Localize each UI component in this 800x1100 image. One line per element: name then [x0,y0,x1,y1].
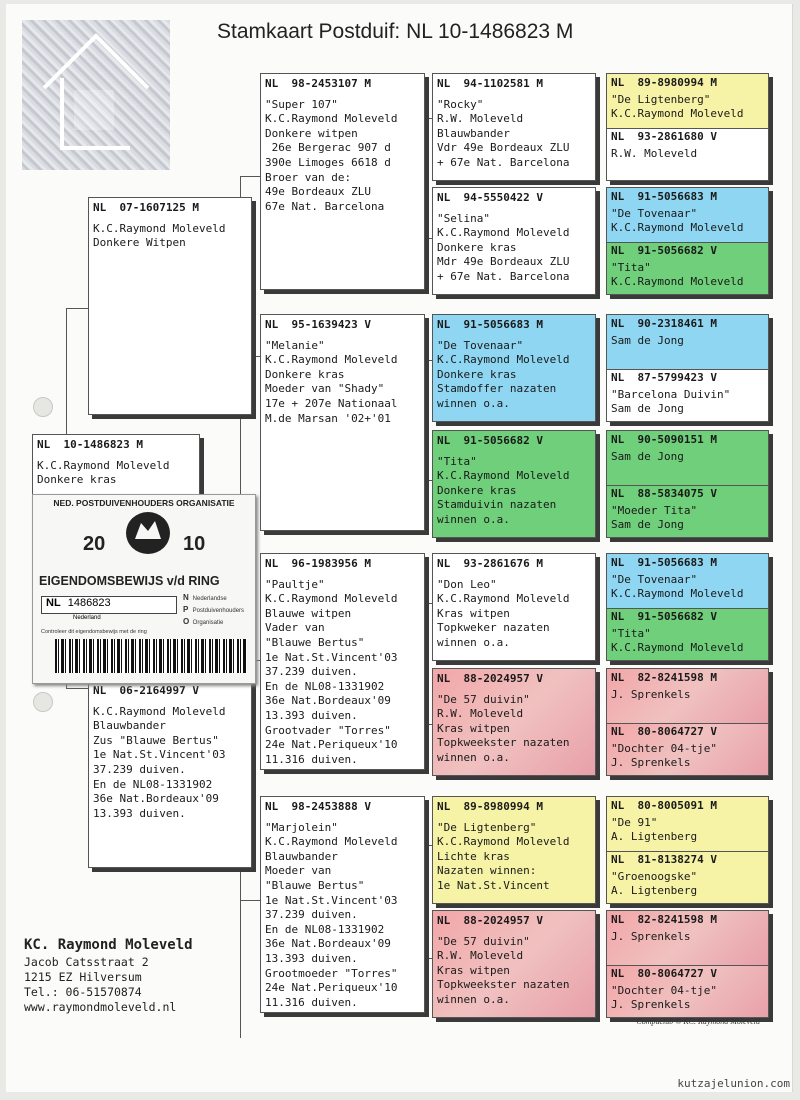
pigeon-info-line: Vader van [265,621,325,635]
sire-section [607,431,768,485]
pigeon-info-line: K.C.Raymond Moleveld [437,592,570,606]
ring-number: NL 80-8064727 V [611,725,717,738]
dam-section [607,723,768,776]
ring-year-left: 20 [83,533,106,555]
pigeon-info-line: winnen o.a. [437,635,510,649]
great-grandparents-card [606,430,769,538]
pigeon-info-line: R.W. Moleveld [437,707,524,721]
pigeon-info-line: 26e Bergerac 907 d [265,141,391,155]
ring-number: NL 06-2164997 V [93,684,199,697]
sire-section [607,797,768,851]
pigeon-info-line: "De Ligtenberg" [611,92,711,106]
pigeon-info-line: "Groenoogske" [611,869,698,883]
pigeon-info-line: 24e Nat.Periqueux'10 [265,981,398,995]
ring-number-box [41,596,177,614]
pigeon-info-line: "Barcelona Duivin" [611,387,731,401]
great-grandparents-card [606,796,769,904]
punch-hole [33,692,53,712]
pigeon-info-line: Topkweekster nazaten [437,978,570,992]
ring-number: NL 91-5056682 V [611,610,717,623]
ring-number: NL 94-1102581 M [437,77,543,90]
pigeon-info-line: Stamduivin nazaten [437,498,557,512]
divider [607,485,768,486]
pigeon-info-line: "Tita" [611,626,651,640]
pigeon-info-line: "De Tovenaar" [611,572,698,586]
barcode [55,639,247,673]
ring-certificate [32,494,256,684]
divider [607,128,768,129]
pigeon-info-line: "Blauwe Bertus" [265,878,365,892]
owner-phone: Tel.: 06-51570874 [24,985,142,999]
ring-number: NL 82-8241598 M [611,671,717,684]
pigeon-info-line: K.C.Raymond Moleveld [265,353,398,367]
pigeon-info-line: "Tita" [611,260,651,274]
connector-line [240,176,262,177]
ring-number: NL 80-8064727 V [611,967,717,980]
subject-card [32,434,200,500]
dam-section [607,608,768,661]
pigeon-info-line: 17e + 207e Nationaal [265,396,398,410]
pigeon-info-line: Topkweker nazaten [437,621,550,635]
pigeon-info-line: K.C.Raymond Moleveld [611,587,744,601]
pigeon-info-line: "Marjolein" [265,820,338,834]
pigeon-info-line: Moeder van [265,864,332,878]
ring-side-n: N Nederlandse [183,593,227,602]
ring-number: NL 10-1486823 M [37,438,143,451]
pigeon-info-line: Moeder van "Shady" [265,382,385,396]
house-icon [22,20,170,170]
ring-number: 1486823 [67,597,111,609]
ring-number: NL 93-2861676 M [437,557,543,570]
great-grandparent-card [432,553,596,661]
pigeon-info-line: winnen o.a. [437,750,510,764]
pigeon-info-line: K.C.Raymond Moleveld [437,469,570,483]
pigeon-info-line: "De Ligtenberg" [437,820,537,834]
owner-website[interactable]: www.raymondmoleveld.nl [24,1000,177,1014]
pigeon-info-line: "Melanie" [265,338,325,352]
ring-number: NL 93-2861680 V [611,130,717,143]
great-grandparents-card [606,668,769,776]
great-grandparents-card [606,910,769,1018]
pigeon-info-line: Grootvader "Torres" [265,723,391,737]
great-grandparents-card [606,314,769,422]
sire-section [607,669,768,723]
divider [607,608,768,609]
ring-number: NL 90-2318461 M [611,317,717,330]
pigeon-info-line: winnen o.a. [437,992,510,1006]
ring-side-p: P Postduivenhouders [183,605,245,614]
grandparent-card [260,553,425,770]
great-grandparent-card [432,187,596,295]
ring-number: NL 94-5550422 V [437,191,543,204]
grandparent-card [260,73,425,290]
ring-org: NED. POSTDUIVENHOUDERS ORGANISATIE [53,498,235,508]
dam-section [607,965,768,1018]
owner-block [24,935,193,1015]
great-grandparent-card [432,430,596,538]
pigeon-info-line: K.C.Raymond Moleveld [611,641,744,655]
connector-line [66,308,90,309]
sire-section [607,911,768,965]
connector-line [240,900,262,901]
dam-section [607,128,768,181]
pigeon-info-line: K.C.Raymond Moleveld [93,704,226,718]
pigeon-info-line: "Rocky" [437,97,484,111]
pigeon-info-line: J. Sprenkels [611,756,691,770]
pigeon-info-line: Broer van de: [265,170,352,184]
ring-number: NL 87-5799423 V [611,371,717,384]
pigeon-info-line: Blauwbander [265,849,338,863]
ring-number: NL 91-5056683 M [611,556,717,569]
divider [607,965,768,966]
ring-cert-title: EIGENDOMSBEWIJS v/d RING [39,574,220,588]
pigeon-info-line: "Tita" [437,454,477,468]
great-grandparent-card [432,314,596,422]
ring-number: NL 91-5056683 M [437,318,543,331]
pigeon-info-line: 13.393 duiven. [265,951,358,965]
pigeon-info-line: 11.316 duiven. [265,995,358,1009]
pigeon-info-line: 1e Nat.St.Vincent'03 [265,650,398,664]
dam-section [607,242,768,295]
pigeon-info-line: 390e Limoges 6618 d [265,155,391,169]
pigeon-info-line: R.W. Moleveld [611,146,698,160]
pigeon-info-line: Vdr 49e Bordeaux ZLU [437,141,570,155]
pigeon-info-line: 24e Nat.Periqueux'10 [265,738,398,752]
credit-line: Compuclub © KC. Raymond Moleveld [636,1017,760,1026]
divider [607,851,768,852]
pigeon-info-line: 36e Nat.Bordeaux'09 [93,792,219,806]
dam-section [607,369,768,422]
pigeon-info-line: Kras witpen [437,963,510,977]
pigeon-info-line: Donkere witpen [265,126,358,140]
great-grandparent-card [432,73,596,181]
pigeon-info-line: "De 57 duivin" [437,692,530,706]
ring-number: NL 91-5056682 V [437,434,543,447]
ring-side-o: O Organisatie [183,617,224,626]
dam-section [607,851,768,904]
connector-line [66,688,90,689]
pigeon-info-line: Donkere kras [437,240,517,254]
ring-number: NL 89-8980994 M [611,76,717,89]
grandparent-card [260,314,425,531]
ring-number: NL 95-1639423 V [265,318,371,331]
pigeon-info-line: "Don Leo" [437,577,497,591]
pigeon-info-line: 11.316 duiven. [265,752,358,766]
ring-number: NL 88-2024957 V [437,672,543,685]
pigeon-info-line: K.C.Raymond Moleveld [437,226,570,240]
owner-address2: 1215 EZ Hilversum [24,970,142,984]
great-grandparents-card [606,73,769,181]
pigeon-info-line: 37.239 duiven. [265,665,358,679]
pigeon-info-line: K.C.Raymond Moleveld [611,275,744,289]
pigeon-info-line: Donkere kras [437,483,517,497]
pigeon-info-line: Sam de Jong [611,518,684,532]
pigeon-info-line: + 67e Nat. Barcelona [437,155,570,169]
pigeon-info-line: 49e Bordeaux ZLU [265,185,371,199]
pigeon-info-line: En de NL08-1331902 [265,679,385,693]
pigeon-info-line: 1e Nat.St.Vincent'03 [265,893,398,907]
ring-number: NL 98-2453107 M [265,77,371,90]
pigeon-info-line: "Moeder Tita" [611,503,698,517]
dam-card [88,680,252,868]
pigeon-info-line: R.W. Moleveld [437,949,524,963]
ring-number: NL 81-8138274 V [611,853,717,866]
pigeon-info-line: K.C.Raymond Moleveld [93,221,226,235]
pigeon-info-line: 13.393 duiven. [265,708,358,722]
house-logo [22,20,170,170]
pigeon-info-line: 1e Nat.St.Vincent [437,878,550,892]
pigeon-info-line: Donkere Witpen [93,236,186,250]
pigeon-info-line: Kras witpen [437,721,510,735]
ring-number: NL 88-2024957 V [437,914,543,927]
pigeon-info-line: 37.239 duiven. [265,908,358,922]
pigeon-info-line: "Dochter 04-tje" [611,983,717,997]
ring-year-right: 10 [183,533,206,555]
pigeon-info-line: "Dochter 04-tje" [611,741,717,755]
divider [607,369,768,370]
owner-address1: Jacob Catsstraat 2 [24,955,149,969]
ring-number: NL 82-8241598 M [611,913,717,926]
pigeon-info-line: Kras witpen [437,606,510,620]
pigeon-info-line: Sam de Jong [611,449,684,463]
divider [607,723,768,724]
pigeon-info-line: Blauwbander [93,719,166,733]
pigeon-info-line: A. Ligtenberg [611,884,698,898]
ring-number: NL 89-8980994 M [437,800,543,813]
sire-section [607,554,768,608]
ring-check-note: Controleer dit eigendomsbewijs met de ring [41,629,147,635]
pigeon-info-line: K.C.Raymond Moleveld [437,835,570,849]
pigeon-info-line: "De Tovenaar" [611,206,698,220]
pigeon-info-line: Lichte kras [437,849,510,863]
pigeon-info-line: Blauwe witpen [265,606,352,620]
ring-country: Nederland [73,615,101,621]
pigeon-info-line: "Paultje" [265,577,325,591]
pigeon-info-line: 37.239 duiven. [93,762,186,776]
watermark: kutzajelunion.com [677,1077,790,1090]
pigeon-info-line: Zus "Blauwe Bertus" [93,733,219,747]
pigeon-info-line: "Blauwe Bertus" [265,635,365,649]
pigeon-info-line: K.C.Raymond Moleveld [265,835,398,849]
pigeon-info-line: K.C.Raymond Moleveld [437,353,570,367]
pigeon-info-line: Blauwbander [437,126,510,140]
sire-section [607,315,768,369]
pigeon-info-line: J. Sprenkels [611,929,691,943]
pigeon-info-line: + 67e Nat. Barcelona [437,269,570,283]
pigeon-info-line: 36e Nat.Bordeaux'09 [265,694,391,708]
sire-card [88,197,252,415]
great-grandparents-card [606,187,769,295]
pigeon-info-line: M.de Marsan '02+'01 [265,411,391,425]
pigeon-info-line: 36e Nat.Bordeaux'09 [265,937,391,951]
pigeon-info-line: K.C.Raymond Moleveld [611,107,744,121]
pigeon-info-line: "Selina" [437,211,490,225]
great-grandparent-card [432,910,596,1018]
ring-number: NL 96-1983956 M [265,557,371,570]
pigeon-info-line: Stamdoffer nazaten [437,382,557,396]
pigeon-info-line: A. Ligtenberg [611,830,698,844]
pigeon-info-line: Donkere kras [265,367,345,381]
ring-country-code: NL [46,597,61,609]
pigeon-info-line: K.C.Raymond Moleveld [265,112,398,126]
pigeon-info-line: En de NL08-1331902 [93,777,213,791]
dam-section [607,485,768,538]
pigeon-info-line: Sam de Jong [611,402,684,416]
pigeon-info-line: K.C.Raymond Moleveld [611,221,744,235]
ring-number: NL 98-2453888 V [265,800,371,813]
grandparent-card [260,796,425,1013]
great-grandparent-card [432,668,596,776]
pigeon-info-line: winnen o.a. [437,512,510,526]
pigeon-info-line: Grootmoeder "Torres" [265,966,398,980]
ring-number: NL 91-5056682 V [611,244,717,257]
pigeon-info-line: "De 57 duivin" [437,934,530,948]
pigeon-info-line: 13.393 duiven. [93,806,186,820]
pigeon-info-line: J. Sprenkels [611,687,691,701]
great-grandparents-card [606,553,769,661]
pigeon-info-line: 67e Nat. Barcelona [265,199,385,213]
lion-emblem-icon [123,509,173,557]
great-grandparent-card [432,796,596,904]
pigeon-info-line: En de NL08-1331902 [265,922,385,936]
ring-number: NL 90-5090151 M [611,433,717,446]
pigeon-info-line: Nazaten winnen: [437,864,537,878]
pigeon-info-line: winnen o.a. [437,396,510,410]
pigeon-info-line: "Super 107" [265,97,338,111]
owner-name: KC. Raymond Moleveld [24,937,193,953]
pigeon-info-line: K.C.Raymond Moleveld [37,458,170,472]
pigeon-info-line: Mdr 49e Bordeaux ZLU [437,255,570,269]
pigeon-info-line: "De 91" [611,815,658,829]
pigeon-info-line: "De Tovenaar" [437,338,524,352]
pigeon-info-line: Topkweekster nazaten [437,736,570,750]
ring-number: NL 88-5834075 V [611,487,717,500]
pigeon-info-line: 1e Nat.St.Vincent'03 [93,748,226,762]
pigeon-info-line: Sam de Jong [611,333,684,347]
sire-section [607,188,768,242]
pigeon-info-line: K.C.Raymond Moleveld [265,592,398,606]
ring-number: NL 07-1607125 M [93,201,199,214]
pigeon-info-line: J. Sprenkels [611,998,691,1012]
punch-hole [33,397,53,417]
pigeon-info-line: Donkere kras [37,473,117,487]
page-title: Stamkaart Postduif: NL 10-1486823 M [217,20,574,43]
sire-section [607,74,768,128]
ring-number: NL 80-8005091 M [611,799,717,812]
ring-number: NL 91-5056683 M [611,190,717,203]
divider [607,242,768,243]
pigeon-info-line: R.W. Moleveld [437,112,524,126]
pigeon-info-line: Donkere kras [437,367,517,381]
